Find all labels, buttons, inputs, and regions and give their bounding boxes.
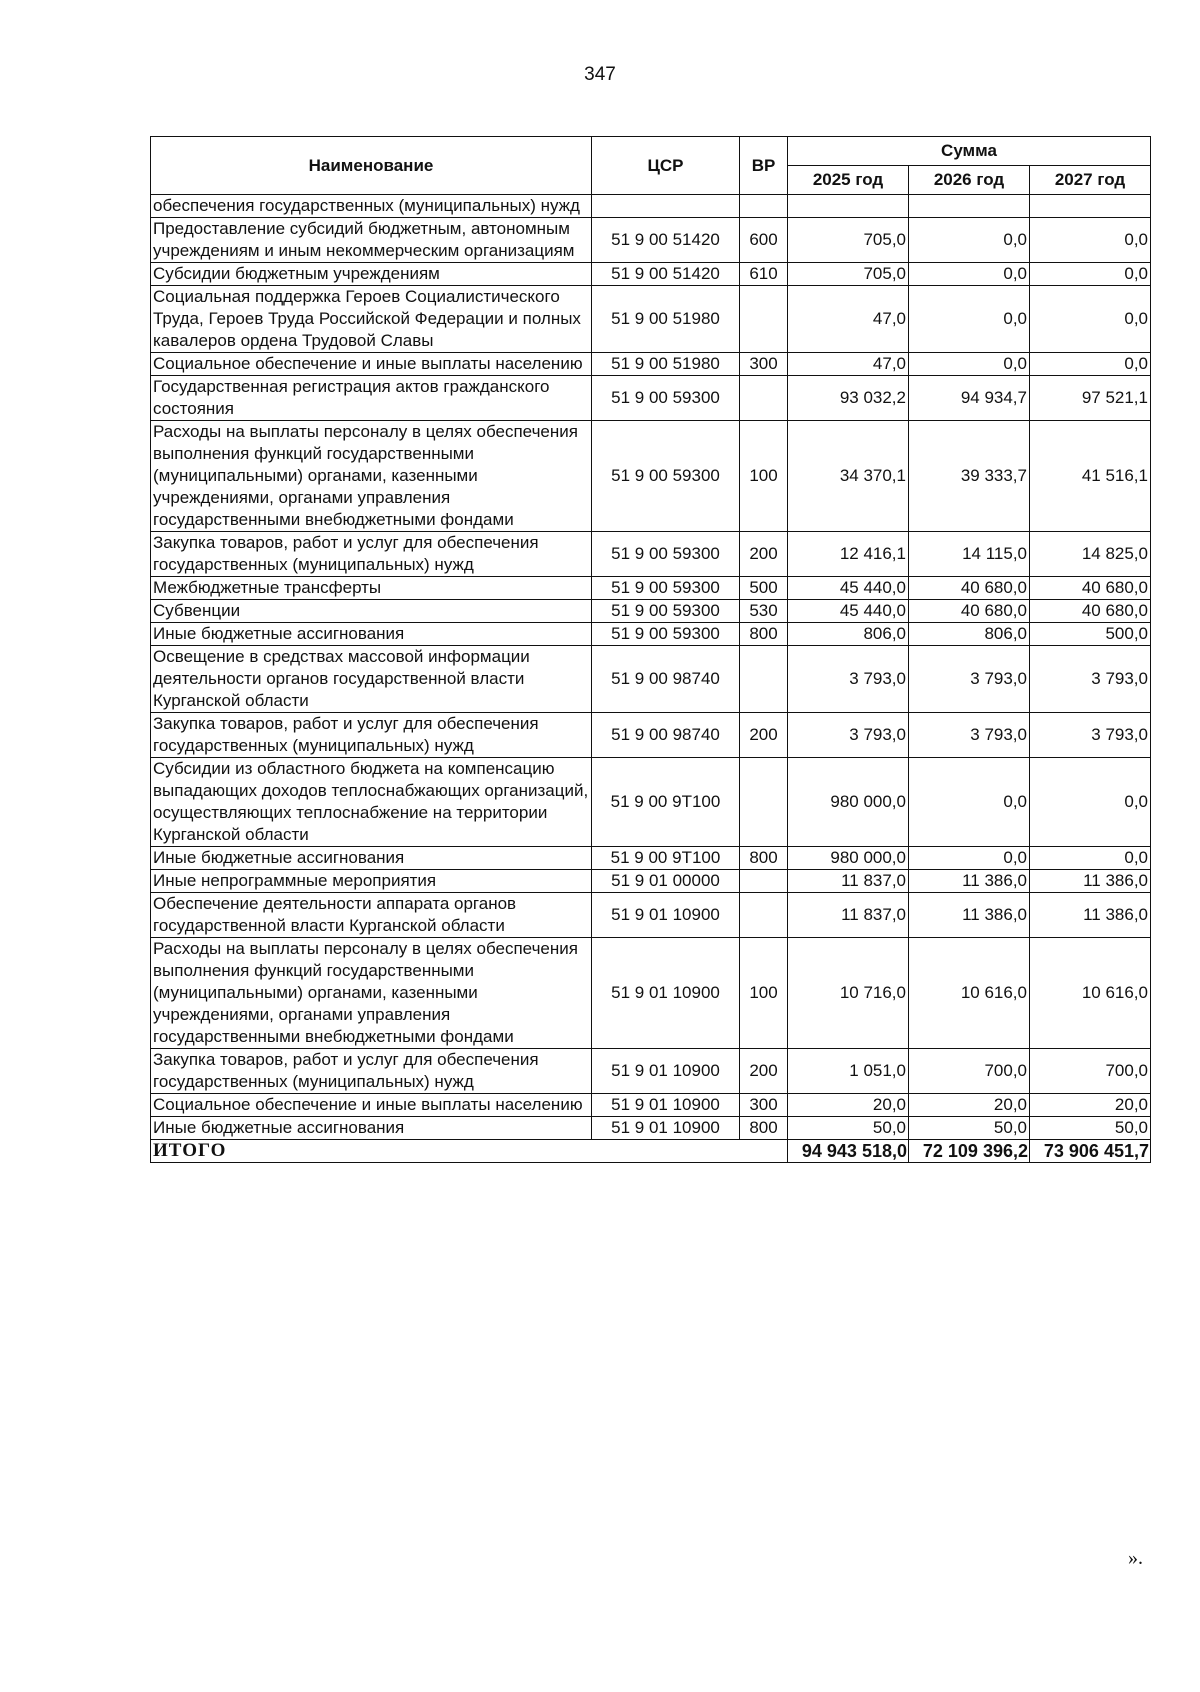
- cell-2026: 0,0: [909, 286, 1030, 353]
- cell-2025: 705,0: [788, 263, 909, 286]
- cell-csr: 51 9 00 59300: [592, 623, 740, 646]
- cell-2026: 10 616,0: [909, 938, 1030, 1049]
- cell-name: Иные бюджетные ассигнования: [151, 847, 592, 870]
- cell-vr: 530: [740, 600, 788, 623]
- cell-2027: 0,0: [1030, 353, 1151, 376]
- header-sum: Сумма: [788, 137, 1151, 166]
- table-row: [151, 1049, 1151, 1094]
- cell-2027: 0,0: [1030, 218, 1151, 263]
- cell-2025: 3 793,0: [788, 713, 909, 758]
- cell-vr: 800: [740, 1117, 788, 1140]
- cell-vr: 600: [740, 218, 788, 263]
- cell-name: Расходы на выплаты персоналу в целях обеспечения выполнения функций государственными (муниципальными) органами, казенными учреждениями, органами управления государственными внебюджетными фондами: [151, 938, 592, 1049]
- cell-csr: 51 9 00 9Т100: [592, 758, 740, 847]
- cell-2026: 0,0: [909, 263, 1030, 286]
- table-row: [151, 1094, 1151, 1117]
- budget-table: [150, 136, 1151, 1163]
- table-row: [151, 623, 1151, 646]
- table-row: [151, 758, 1151, 847]
- cell-name: Иные бюджетные ассигнования: [151, 1117, 592, 1140]
- cell-2026: 0,0: [909, 847, 1030, 870]
- header-year-2027: 2027 год: [1030, 166, 1151, 195]
- cell-csr: 51 9 00 59300: [592, 532, 740, 577]
- cell-2026: 20,0: [909, 1094, 1030, 1117]
- cell-2025: 50,0: [788, 1117, 909, 1140]
- cell-2025: 20,0: [788, 1094, 909, 1117]
- total-2027: 73 906 451,7: [1030, 1140, 1151, 1163]
- cell-vr: [740, 646, 788, 713]
- cell-name: Субсидии бюджетным учреждениям: [151, 263, 592, 286]
- header-vr: ВР: [740, 137, 788, 195]
- cell-name: обеспечения государственных (муниципальных) нужд: [151, 195, 592, 218]
- cell-2025: 806,0: [788, 623, 909, 646]
- cell-2027: 500,0: [1030, 623, 1151, 646]
- cell-name: Закупка товаров, работ и услуг для обеспечения государственных (муниципальных) нужд: [151, 713, 592, 758]
- cell-vr: 100: [740, 938, 788, 1049]
- table-row: [151, 263, 1151, 286]
- cell-2027: 11 386,0: [1030, 893, 1151, 938]
- total-2026: 72 109 396,2: [909, 1140, 1030, 1163]
- cell-name: Иные непрограммные мероприятия: [151, 870, 592, 893]
- cell-2027: 40 680,0: [1030, 577, 1151, 600]
- cell-vr: [740, 893, 788, 938]
- cell-csr: 51 9 00 51420: [592, 263, 740, 286]
- cell-2025: 705,0: [788, 218, 909, 263]
- cell-2025: 45 440,0: [788, 577, 909, 600]
- cell-2026: 0,0: [909, 353, 1030, 376]
- cell-2026: 50,0: [909, 1117, 1030, 1140]
- table-row: [151, 421, 1151, 532]
- cell-csr: 51 9 00 51980: [592, 286, 740, 353]
- cell-2025: 11 837,0: [788, 870, 909, 893]
- table-row: [151, 577, 1151, 600]
- table-row: [151, 870, 1151, 893]
- cell-vr: [740, 870, 788, 893]
- cell-csr: 51 9 01 10900: [592, 938, 740, 1049]
- table-header: [151, 137, 1151, 195]
- total-label: ИТОГО: [151, 1140, 788, 1163]
- cell-2027: [1030, 195, 1151, 218]
- table-row: [151, 353, 1151, 376]
- cell-2025: 47,0: [788, 286, 909, 353]
- cell-2027: 20,0: [1030, 1094, 1151, 1117]
- cell-2025: 1 051,0: [788, 1049, 909, 1094]
- cell-name: Социальная поддержка Героев Социалистического Труда, Героев Труда Российской Федерации и полных кавалеров ордена Трудовой Славы: [151, 286, 592, 353]
- cell-2026: 94 934,7: [909, 376, 1030, 421]
- cell-2027: 0,0: [1030, 847, 1151, 870]
- cell-csr: 51 9 00 59300: [592, 577, 740, 600]
- table-row: [151, 646, 1151, 713]
- cell-name: Иные бюджетные ассигнования: [151, 623, 592, 646]
- cell-2027: 97 521,1: [1030, 376, 1151, 421]
- cell-2027: 50,0: [1030, 1117, 1151, 1140]
- cell-csr: 51 9 00 9Т100: [592, 847, 740, 870]
- header-year-2025: 2025 год: [788, 166, 909, 195]
- cell-vr: 610: [740, 263, 788, 286]
- cell-vr: 200: [740, 532, 788, 577]
- cell-vr: 300: [740, 1094, 788, 1117]
- cell-csr: 51 9 00 98740: [592, 713, 740, 758]
- cell-2025: 47,0: [788, 353, 909, 376]
- header-year-2026: 2026 год: [909, 166, 1030, 195]
- table-row: [151, 847, 1151, 870]
- cell-2027: 14 825,0: [1030, 532, 1151, 577]
- header-csr: ЦСР: [592, 137, 740, 195]
- cell-name: Расходы на выплаты персоналу в целях обеспечения выполнения функций государственными (муниципальными) органами, казенными учреждениями, органами управления государственными внебюджетными фондами: [151, 421, 592, 532]
- cell-2027: 0,0: [1030, 758, 1151, 847]
- cell-2025: 34 370,1: [788, 421, 909, 532]
- cell-name: Межбюджетные трансферты: [151, 577, 592, 600]
- cell-2026: 40 680,0: [909, 577, 1030, 600]
- cell-csr: [592, 195, 740, 218]
- table-body: [151, 195, 1151, 1140]
- cell-csr: 51 9 00 51420: [592, 218, 740, 263]
- cell-vr: 300: [740, 353, 788, 376]
- cell-name: Субсидии из областного бюджета на компенсацию выпадающих доходов теплоснабжающих организаций, осуществляющих теплоснабжение на территории Курганской области: [151, 758, 592, 847]
- table-row: [151, 1117, 1151, 1140]
- cell-2025: 980 000,0: [788, 758, 909, 847]
- cell-name: Закупка товаров, работ и услуг для обеспечения государственных (муниципальных) нужд: [151, 532, 592, 577]
- cell-name: Предоставление субсидий бюджетным, автономным учреждениям и иным некоммерческим организациям: [151, 218, 592, 263]
- cell-name: Социальное обеспечение и иные выплаты населению: [151, 353, 592, 376]
- table-row: [151, 532, 1151, 577]
- total-row: [151, 1140, 1151, 1163]
- cell-name: Закупка товаров, работ и услуг для обеспечения государственных (муниципальных) нужд: [151, 1049, 592, 1094]
- cell-2026: 11 386,0: [909, 893, 1030, 938]
- cell-csr: 51 9 00 98740: [592, 646, 740, 713]
- page-number: 347: [584, 64, 616, 85]
- cell-2026: 11 386,0: [909, 870, 1030, 893]
- cell-csr: 51 9 00 51980: [592, 353, 740, 376]
- cell-2026: [909, 195, 1030, 218]
- cell-2025: 45 440,0: [788, 600, 909, 623]
- cell-name: Обеспечение деятельности аппарата органов государственной власти Курганской области: [151, 893, 592, 938]
- table-row: [151, 600, 1151, 623]
- cell-vr: [740, 376, 788, 421]
- cell-2025: 11 837,0: [788, 893, 909, 938]
- cell-vr: 800: [740, 847, 788, 870]
- closing-quote-mark: ».: [1128, 1547, 1143, 1569]
- cell-2027: 40 680,0: [1030, 600, 1151, 623]
- cell-2027: 0,0: [1030, 286, 1151, 353]
- cell-2027: 700,0: [1030, 1049, 1151, 1094]
- table-row: [151, 713, 1151, 758]
- cell-vr: 800: [740, 623, 788, 646]
- cell-csr: 51 9 01 10900: [592, 1117, 740, 1140]
- cell-2025: 980 000,0: [788, 847, 909, 870]
- cell-2025: 93 032,2: [788, 376, 909, 421]
- cell-2026: 806,0: [909, 623, 1030, 646]
- cell-name: Государственная регистрация актов гражданского состояния: [151, 376, 592, 421]
- cell-csr: 51 9 01 10900: [592, 1094, 740, 1117]
- cell-2025: 12 416,1: [788, 532, 909, 577]
- cell-vr: 200: [740, 713, 788, 758]
- cell-2026: 0,0: [909, 218, 1030, 263]
- cell-2027: 3 793,0: [1030, 646, 1151, 713]
- cell-2027: 3 793,0: [1030, 713, 1151, 758]
- cell-vr: [740, 195, 788, 218]
- cell-2027: 41 516,1: [1030, 421, 1151, 532]
- total-2025: 94 943 518,0: [788, 1140, 909, 1163]
- cell-csr: 51 9 01 10900: [592, 1049, 740, 1094]
- cell-2026: 3 793,0: [909, 646, 1030, 713]
- cell-vr: 100: [740, 421, 788, 532]
- table-row: [151, 218, 1151, 263]
- cell-2027: 10 616,0: [1030, 938, 1151, 1049]
- cell-vr: [740, 286, 788, 353]
- table-row: [151, 893, 1151, 938]
- header-name: Наименование: [151, 137, 592, 195]
- cell-csr: 51 9 00 59300: [592, 421, 740, 532]
- table-row: [151, 938, 1151, 1049]
- cell-name: Субвенции: [151, 600, 592, 623]
- cell-2026: 3 793,0: [909, 713, 1030, 758]
- cell-2025: 10 716,0: [788, 938, 909, 1049]
- cell-2025: [788, 195, 909, 218]
- cell-2026: 39 333,7: [909, 421, 1030, 532]
- cell-vr: 500: [740, 577, 788, 600]
- cell-2027: 11 386,0: [1030, 870, 1151, 893]
- table-row: [151, 286, 1151, 353]
- cell-csr: 51 9 01 10900: [592, 893, 740, 938]
- cell-2026: 40 680,0: [909, 600, 1030, 623]
- cell-2026: 700,0: [909, 1049, 1030, 1094]
- cell-2026: 14 115,0: [909, 532, 1030, 577]
- cell-2025: 3 793,0: [788, 646, 909, 713]
- cell-csr: 51 9 00 59300: [592, 600, 740, 623]
- table-row: [151, 195, 1151, 218]
- cell-2026: 0,0: [909, 758, 1030, 847]
- cell-name: Социальное обеспечение и иные выплаты населению: [151, 1094, 592, 1117]
- cell-vr: 200: [740, 1049, 788, 1094]
- cell-vr: [740, 758, 788, 847]
- cell-csr: 51 9 00 59300: [592, 376, 740, 421]
- table-row: [151, 376, 1151, 421]
- cell-csr: 51 9 01 00000: [592, 870, 740, 893]
- cell-2027: 0,0: [1030, 263, 1151, 286]
- cell-name: Освещение в средствах массовой информации деятельности органов государственной власти Курганской области: [151, 646, 592, 713]
